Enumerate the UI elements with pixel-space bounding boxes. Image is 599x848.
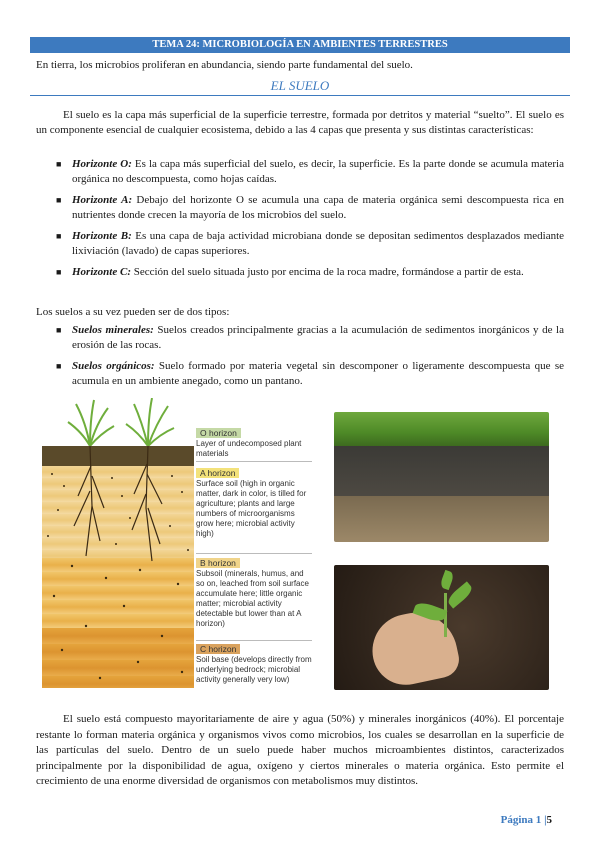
horizon-name: O horizon xyxy=(196,428,241,438)
section-divider xyxy=(30,95,570,96)
label-b-horizon xyxy=(196,558,312,629)
description: Debajo del horizonte O se acumula una capa de materia orgánica semi descompuesta rica en nutrientes donde crecen la mayoría de los microbios del suelo. xyxy=(72,194,565,221)
bullet-icon: ■ xyxy=(56,325,62,335)
divider xyxy=(196,640,312,641)
horizon-name: B horizon xyxy=(196,558,240,568)
term: Suelos minerales: xyxy=(72,324,154,336)
label-o-horizon xyxy=(196,428,312,459)
paragraph-soil-definition: El suelo es la capa más superficial de la superficie terrestre, formada por detritos y material “suelto”. El suelo es un componente esencial de cualquier ecosistema, debido a las 4 capas que presenta y sus distintas características: xyxy=(36,109,564,136)
paragraph-soil-composition: El suelo está compuesto mayoritariamente de aire y agua (50%) y minerales inorgánicos (40%). El porcentaje restante lo forman materia orgánica y organismos vivos como microbios, los cuales se desarrollan en la superficie de las partículas del suelo. Dentro de un suelo puede haber muchos microambientes distintos, caracterizados principalmente por la disponibilidad de agua, oxígeno y ciertos minerales o materia orgánica. Esto permite el crecimiento de una enorme diversidad de organismos con metabolismos muy distintos. xyxy=(36,713,564,787)
label-a-horizon xyxy=(196,468,312,539)
list-item-horizon-b xyxy=(56,229,564,259)
document-title: TEMA 24: MICROBIOLOGÍA EN AMBIENTES TERRESTRES xyxy=(30,37,570,53)
soil-profile-illustration xyxy=(42,398,194,688)
bullet-icon: ■ xyxy=(56,195,62,205)
horizon-name: A horizon xyxy=(196,468,239,478)
page-separator: | xyxy=(544,814,547,826)
description: Suelos creados principalmente gracias a la acumulación de sedimentos inorgánicos y de la erosión de las rocas. xyxy=(72,324,564,351)
seedling-in-hand-photo xyxy=(334,565,549,690)
divider xyxy=(196,553,312,554)
grass-layer xyxy=(334,412,549,446)
term: Horizonte B: xyxy=(72,230,132,242)
soil-particles-icon xyxy=(42,466,194,688)
description: Suelo formado por materia vegetal sin descomponer o ligeramente descompuesta que se acumula en un ambiente anegado, como un pantano. xyxy=(72,360,564,387)
horizon-description: Soil base (develops directly from underlying bedrock; microbial activity generally very low) xyxy=(196,655,312,684)
description: Es una capa de baja actividad microbiana donde se depositan sedimentos desplazados mediante lixiviación (lavado) de capas superiores. xyxy=(72,230,565,257)
page-label: Página 1 xyxy=(500,814,542,826)
description: Sección del suelo situada justo por encima de la roca madre, formándose a partir de esta. xyxy=(130,266,524,278)
bullet-icon: ■ xyxy=(56,231,62,241)
horizon-description: Subsoil (minerals, humus, and so on, leached from soil surface accumulate here; little organic matter; microbial activity detectable but lower than at A horizon) xyxy=(196,569,309,628)
term: Horizonte A: xyxy=(72,194,133,206)
section-title: EL SUELO xyxy=(270,78,330,93)
horizon-description: Layer of undecomposed plant materials xyxy=(196,439,302,458)
paragraph-soil-types-intro: Los suelos a su vez pueden ser de dos tipos: xyxy=(36,306,230,318)
bullet-icon: ■ xyxy=(56,159,62,169)
soil-cross-section-photo xyxy=(334,412,549,542)
hand-shape xyxy=(366,605,463,690)
list-item-organic-soils xyxy=(56,359,564,389)
horizons-list xyxy=(56,157,564,286)
subsoil-layer xyxy=(334,496,549,542)
topsoil-layer xyxy=(334,446,549,496)
list-item-horizon-c xyxy=(56,265,564,280)
list-item-mineral-soils xyxy=(56,323,564,353)
divider xyxy=(196,461,312,462)
term: Horizonte O: xyxy=(72,158,132,170)
soil-horizons-diagram xyxy=(42,398,310,688)
list-item-horizon-a xyxy=(56,193,564,223)
intro-text: En tierra, los microbios proliferan en abundancia, siendo parte fundamental del suelo. xyxy=(36,59,413,71)
seedling-leaf xyxy=(439,570,455,590)
page-footer xyxy=(501,814,552,826)
grass-plants-icon xyxy=(42,398,194,448)
description: Es la capa más superficial del suelo, es decir, la superficie. Es la parte donde se acumula materia orgánica no descompuesta, como hojas caídas. xyxy=(72,158,564,185)
horizon-description: Surface soil (high in organic matter, dark in color, is tilled for agriculture; plants and large numbers of microorganisms grow here; microbial activity high) xyxy=(196,479,307,538)
term: Suelos orgánicos: xyxy=(72,360,155,372)
soil-types-list xyxy=(56,323,564,395)
bullet-icon: ■ xyxy=(56,267,62,277)
horizon-name: C horizon xyxy=(196,644,240,654)
bullet-icon: ■ xyxy=(56,361,62,371)
term: Horizonte C: xyxy=(72,266,131,278)
page-total: 5 xyxy=(546,814,552,826)
label-c-horizon xyxy=(196,644,312,685)
list-item-horizon-o xyxy=(56,157,564,187)
